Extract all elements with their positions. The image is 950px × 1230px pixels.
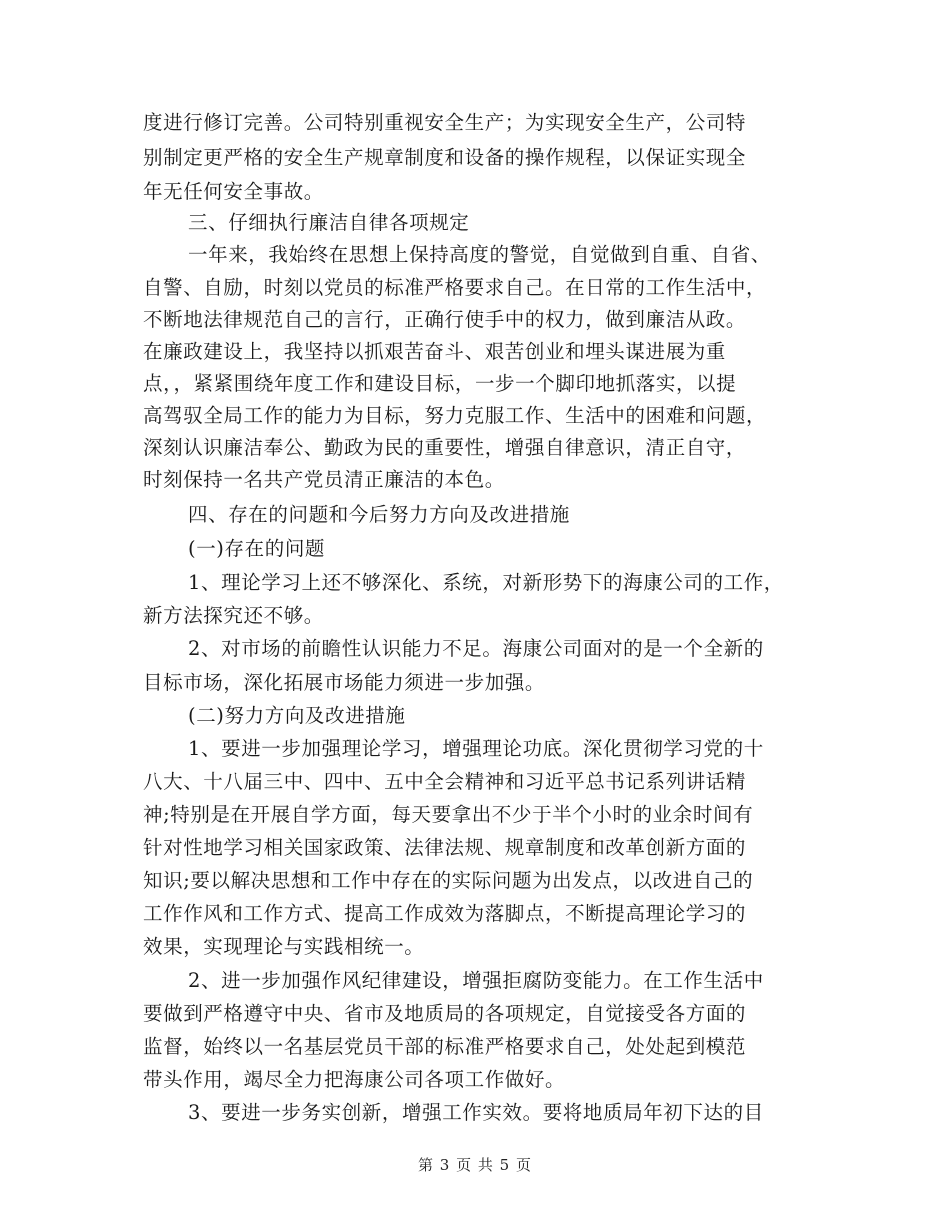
body-line: 点，，紧紧围绕年度工作和建设目标，一步一个脚印地抓落实，以提 bbox=[143, 372, 737, 395]
body-line: 2、进一步加强作风纪律建设，增强拒腐防变能力。在工作生活中 bbox=[188, 969, 764, 992]
body-line: 2、对市场的前瞻性认识能力不足。海康公司面对的是一个全新的 bbox=[188, 637, 764, 660]
body-line: 目标市场，深化拓展市场能力须进一步加强。 bbox=[143, 671, 546, 694]
body-line: 1、理论学习上还不够深化、系统，对新形势下的海康公司的工作， bbox=[188, 571, 784, 594]
body-line: 带头作用，竭尽全力把海康公司各项工作做好。 bbox=[143, 1068, 566, 1091]
body-line: 针对性地学习相关国家政策、法律法规、规章制度和改革创新方面的 bbox=[143, 836, 747, 859]
body-line: 知识;要以解决思想和工作中存在的实际问题为出发点，以改进自己的 bbox=[143, 869, 754, 892]
body-line: 八大、十八届三中、四中、五中全会精神和习近平总书记系列讲话精 bbox=[143, 770, 747, 793]
body-line: 高驾驭全局工作的能力为目标，努力克服工作、生活中的困难和问题， bbox=[143, 404, 767, 427]
body-line: 要做到严格遵守中央、省市及地质局的各项规定，自觉接受各方面的 bbox=[143, 1002, 747, 1025]
section-heading: 四、存在的问题和今后努力方向及改进措施 bbox=[188, 503, 570, 526]
body-line: 时刻保持一名共产党员清正廉洁的本色。 bbox=[143, 468, 505, 491]
body-line: 新方法探究还不够。 bbox=[143, 604, 324, 627]
section-heading: 三、仔细执行廉洁自律各项规定 bbox=[188, 211, 470, 234]
body-line: 神;特别是在开展自学方面，每天要拿出不少于半个小时的业余时间有 bbox=[143, 803, 754, 826]
body-line: 年无任何安全事故。 bbox=[143, 180, 324, 203]
body-line: 深刻认识廉洁奉公、勤政为民的重要性，增强自律意识，清正自守， bbox=[143, 436, 747, 459]
body-line: 效果，实现理论与实践相统一。 bbox=[143, 935, 425, 958]
page-footer: 第 3 页 共 5 页 bbox=[418, 1156, 532, 1174]
body-line: 自警、自励，时刻以党员的标准严格要求自己。在日常的工作生活中， bbox=[143, 276, 767, 299]
subsection-heading: (二)努力方向及改进措施 bbox=[188, 704, 406, 727]
body-line: 工作作风和工作方式、提高工作成效为落脚点，不断提高理论学习的 bbox=[143, 902, 747, 925]
body-line: 不断地法律规范自己的言行，正确行使手中的权力，做到廉洁从政。 bbox=[143, 308, 747, 331]
body-line: 3、要进一步务实创新，增强工作实效。要将地质局年初下达的目 bbox=[188, 1101, 764, 1124]
body-line: 一年来，我始终在思想上保持高度的警觉，自觉做到自重、自省、 bbox=[188, 243, 771, 266]
body-line: 1、要进一步加强理论学习，增强理论功底。深化贯彻学习党的十 bbox=[188, 737, 764, 760]
subsection-heading: (一)存在的问题 bbox=[188, 537, 326, 560]
body-line: 度进行修订完善。公司特别重视安全生产；为实现安全生产，公司特 bbox=[143, 111, 747, 134]
body-line: 监督，始终以一名基层党员干部的标准严格要求自己，处处起到模范 bbox=[143, 1035, 747, 1058]
body-line: 在廉政建设上，我坚持以抓艰苦奋斗、艰苦创业和埋头谋进展为重 bbox=[143, 340, 726, 363]
body-line: 别制定更严格的安全生产规章制度和设备的操作规程，以保证实现全 bbox=[143, 146, 747, 169]
